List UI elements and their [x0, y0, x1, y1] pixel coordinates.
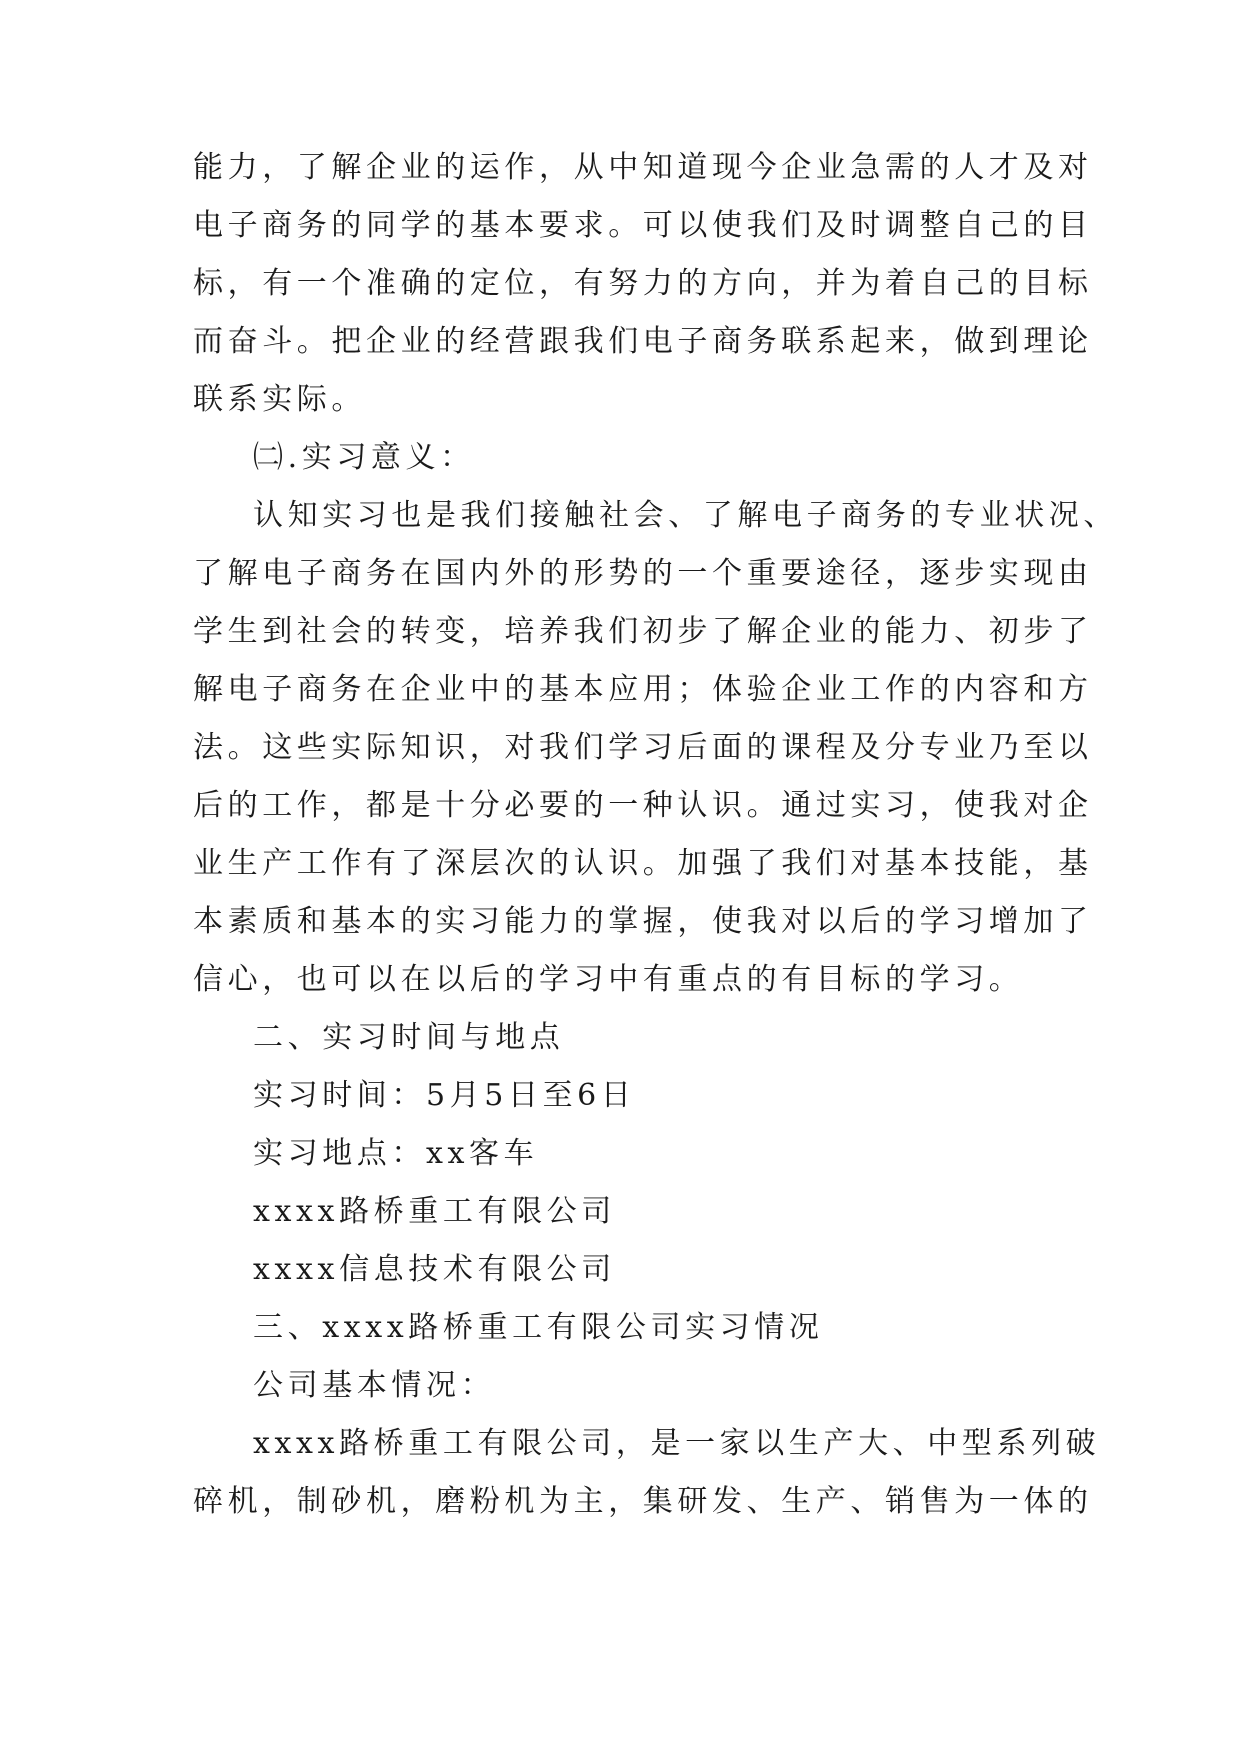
text-line: 信心，也可以在以后的学习中有重点的有目标的学习。: [193, 962, 1024, 997]
text-line: xxxx路桥重工有限公司: [253, 1194, 616, 1229]
text-line: 碎机，制砂机，磨粉机为主，集研发、生产、销售为一体的: [193, 1484, 1093, 1519]
text-line: 业生产工作有了深层次的认识。加强了我们对基本技能，基: [193, 846, 1093, 881]
section-heading: 三、xxxx路桥重工有限公司实习情况: [253, 1310, 824, 1345]
document-page: [193, 139, 1118, 1531]
text-line: 认知实习也是我们接触社会、了解电子商务的专业状况、: [253, 498, 1118, 533]
text-line: 标，有一个准确的定位，有努力的方向，并为着自己的目标: [193, 266, 1093, 301]
text-line: 解电子商务在企业中的基本应用；体验企业工作的内容和方: [193, 672, 1093, 707]
text-line: 本素质和基本的实习能力的掌握，使我对以后的学习增加了: [193, 904, 1093, 939]
text-line: 公司基本情况：: [253, 1368, 496, 1403]
text-line: 后的工作，都是十分必要的一种认识。通过实习，使我对企: [193, 788, 1093, 823]
text-line: xxxx信息技术有限公司: [253, 1252, 616, 1287]
text-line: 电子商务的同学的基本要求。可以使我们及时调整自己的目: [193, 208, 1093, 243]
text-line: xxxx路桥重工有限公司，是一家以生产大、中型系列破: [253, 1426, 1101, 1461]
section-heading: 二、实习时间与地点: [253, 1020, 565, 1055]
text-line: 而奋斗。把企业的经营跟我们电子商务联系起来，做到理论: [193, 324, 1093, 359]
text-line: 实习时间：5月5日至6日: [253, 1078, 636, 1113]
text-line: 能力，了解企业的运作，从中知道现今企业急需的人才及对: [193, 150, 1093, 185]
text-line: 了解电子商务在国内外的形势的一个重要途径，逐步实现由: [193, 556, 1093, 591]
section-heading: ㈡.实习意义：: [253, 440, 475, 475]
text-line: 联系实际。: [193, 382, 366, 417]
text-line: 学生到社会的转变，培养我们初步了解企业的能力、初步了: [193, 614, 1093, 649]
text-line: 实习地点：xx客车: [253, 1136, 539, 1171]
document-body: [193, 139, 1118, 1531]
text-line: 法。这些实际知识，对我们学习后面的课程及分专业乃至以: [193, 730, 1093, 765]
